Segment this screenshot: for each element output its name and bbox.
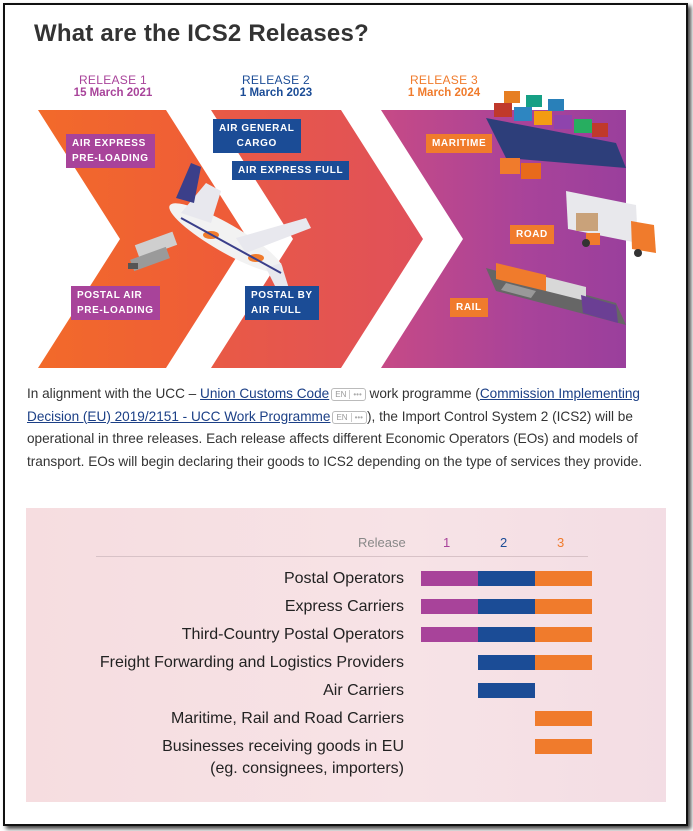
release-3-bar <box>535 571 592 586</box>
release-1-bar <box>421 571 478 586</box>
releases-infographic <box>26 63 676 373</box>
release-3-bar <box>535 711 592 726</box>
release-2-bar <box>478 627 535 642</box>
more-languages-icon: ••• <box>349 390 361 399</box>
tag-maritime: MARITIME <box>426 134 492 153</box>
tag-air-general-cargo <box>213 119 301 153</box>
release-3-bar <box>535 655 592 670</box>
page-title: What are the ICS2 Releases? <box>34 20 369 47</box>
release-1-column-header: 1 <box>443 535 451 550</box>
release-2-date: 1 March 2023 <box>239 87 313 99</box>
row-label: Businesses receiving goods in EU <box>162 738 404 755</box>
tag-rail: RAIL <box>450 298 488 317</box>
row-label: Freight Forwarding and Logistics Providers <box>99 654 404 671</box>
row-label: Air Carriers <box>323 682 404 699</box>
language-badge[interactable] <box>331 388 366 401</box>
document-frame <box>3 3 688 826</box>
ucc-link[interactable]: Union Customs Code <box>200 386 330 401</box>
tag-road: ROAD <box>510 225 554 244</box>
release-2-bar <box>478 599 535 614</box>
row-label: Postal Operators <box>283 570 404 587</box>
tag-line: POSTAL AIR <box>77 290 143 301</box>
release-2-header <box>231 73 321 99</box>
release-1-bar <box>421 599 478 614</box>
language-badge[interactable] <box>332 411 367 424</box>
tag-line: CARGO <box>236 138 277 149</box>
tag-postal-by-air-full <box>245 286 319 320</box>
commission-decision-link[interactable]: Commission Implementing Decision (EU) 2019/2151 - UCC Work Programme <box>27 386 640 424</box>
paragraph-text: In alignment with the UCC – <box>27 386 201 401</box>
release-header-label: Release <box>358 535 406 550</box>
release-2-bar <box>478 683 535 698</box>
tag-line: AIR GENERAL <box>219 123 295 134</box>
row-label: Maritime, Rail and Road Carriers <box>171 710 404 727</box>
row-label-continued: (eg. consignees, importers) <box>210 760 404 777</box>
release-3-bar <box>535 599 592 614</box>
release-operators-table <box>26 508 666 802</box>
release-1-header <box>68 73 158 99</box>
tag-line: AIR EXPRESS <box>72 138 146 149</box>
tag-line: AIR FULL <box>251 305 302 316</box>
paragraph-text: work programme ( <box>365 386 480 401</box>
release-2-bar <box>478 655 535 670</box>
tag-line: PRE-LOADING <box>77 305 154 316</box>
release-3-date: 1 March 2024 <box>407 87 481 99</box>
release-chevrons <box>26 63 676 373</box>
tag-line: POSTAL BY <box>251 290 313 301</box>
tag-air-express-full: AIR EXPRESS FULL <box>232 161 349 180</box>
release-2-label: RELEASE 2 <box>241 73 311 87</box>
release-1-bar <box>421 627 478 642</box>
row-label: Express Carriers <box>284 598 404 615</box>
header-divider <box>96 556 588 557</box>
release-3-label: RELEASE 3 <box>409 73 479 87</box>
release-1-label: RELEASE 1 <box>78 73 148 87</box>
release-3-bar <box>535 627 592 642</box>
release-3-header <box>399 73 489 99</box>
tag-air-express-preloading <box>66 134 155 168</box>
tag-line: PRE-LOADING <box>72 153 149 164</box>
language-code: EN <box>335 390 347 399</box>
release-2-column-header: 2 <box>500 535 508 550</box>
release-3-column-header: 3 <box>557 535 565 550</box>
release-3-bar <box>535 739 592 754</box>
intro-paragraph <box>27 383 667 473</box>
release-1-date: 15 March 2021 <box>73 87 153 99</box>
paragraph-text: ), the Import Control System 2 (ICS2) will be operational in three releases. Each release affects different Economic Operators (EOs) and models of transport. EOs will begin declaring their goods to ICS2 depending on the type of services they provide. <box>27 408 643 469</box>
more-languages-icon: ••• <box>351 413 363 422</box>
row-label: Third-Country Postal Operators <box>181 626 404 643</box>
tag-postal-air-preloading <box>71 286 160 320</box>
release-2-bar <box>478 571 535 586</box>
language-code: EN <box>336 412 348 422</box>
